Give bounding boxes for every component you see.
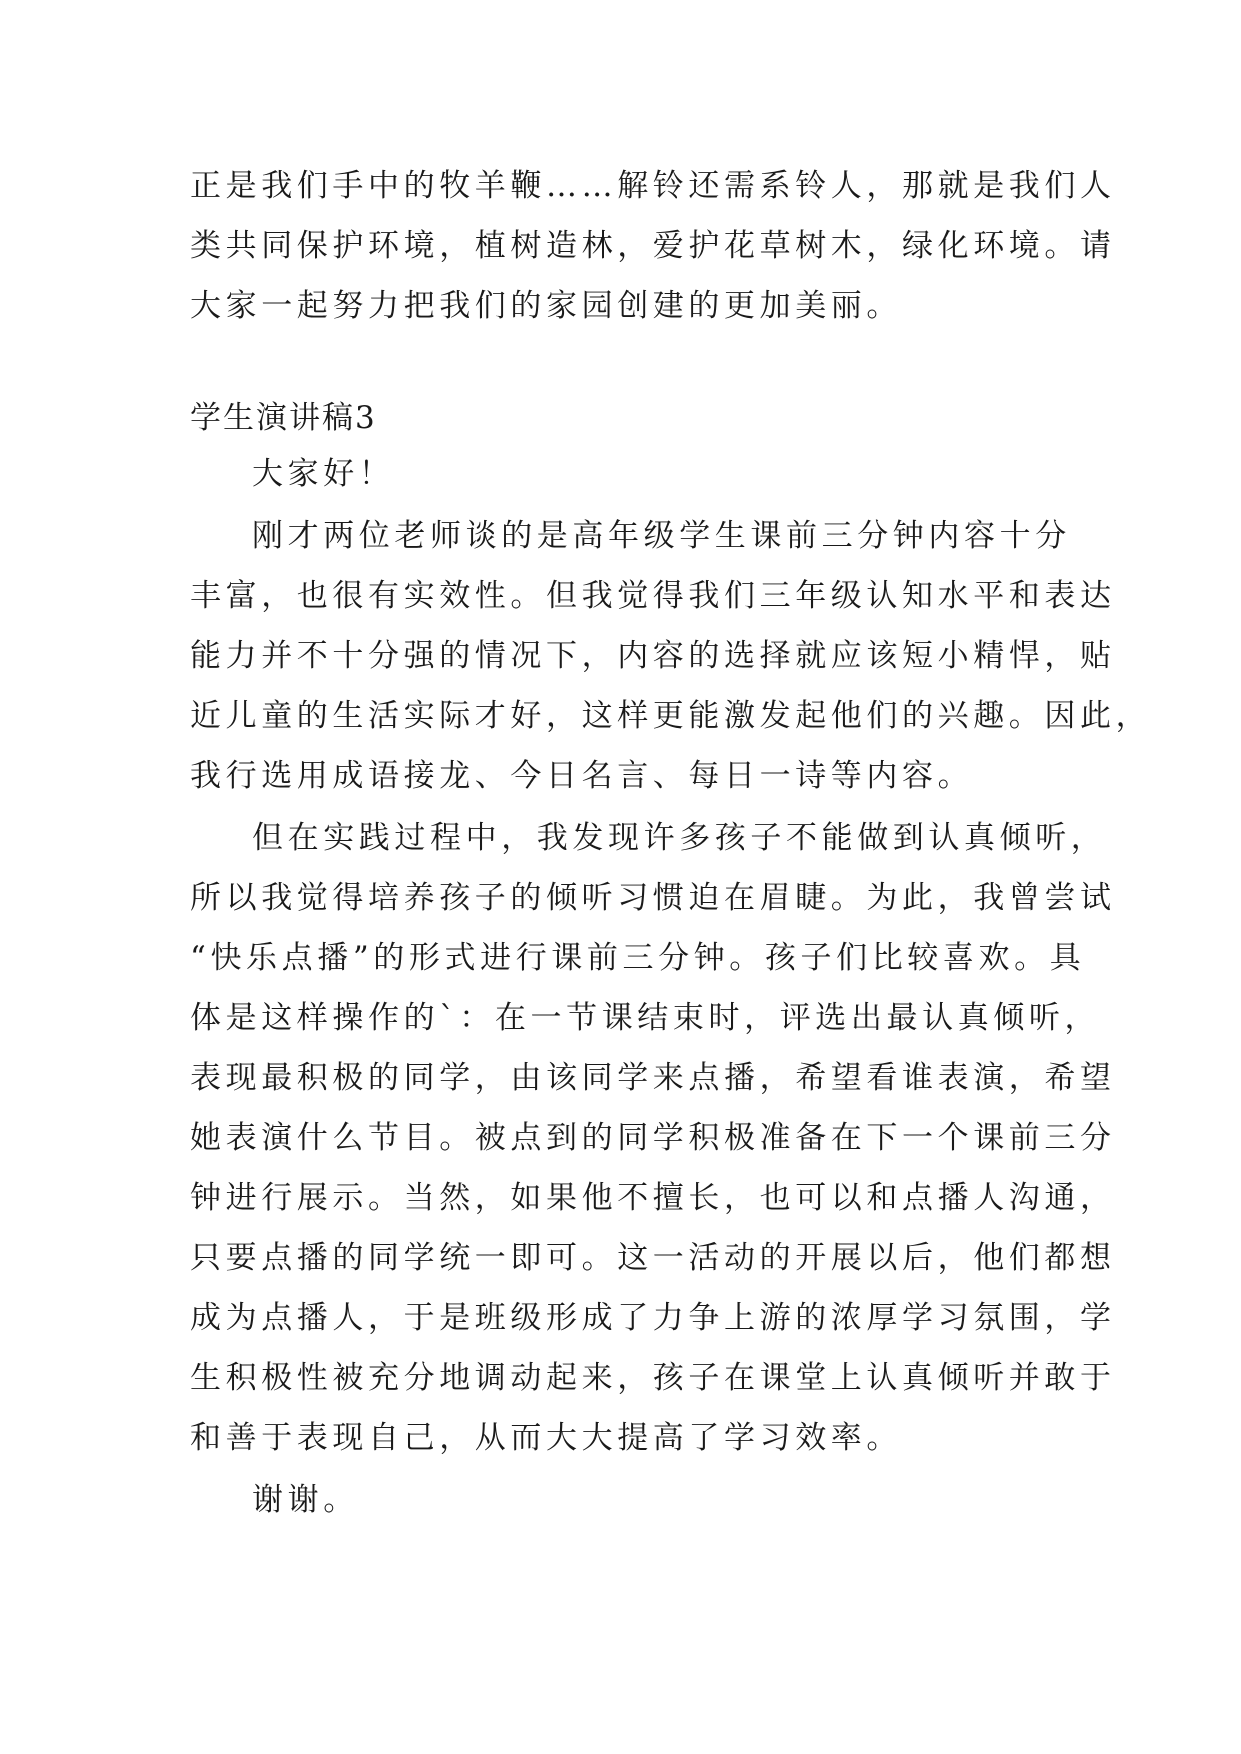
text-line: 正是我们手中的牧羊鞭……解铃还需系铃人，那就是我们人 xyxy=(190,168,1116,204)
text-line: 但在实践过程中，我发现许多孩子不能做到认真倾听， xyxy=(252,820,1107,856)
greeting: 大家好！ xyxy=(252,456,395,492)
text-line: 成为点播人，于是班级形成了力争上游的浓厚学习氛围，学 xyxy=(190,1300,1116,1336)
text-line: 能力并不十分强的情况下，内容的选择就应该短小精悍，贴 xyxy=(190,638,1116,674)
text-line: 体是这样操作的`：在一节课结束时，评选出最认真倾听， xyxy=(190,1000,1101,1036)
text-line: 她表演什么节目。被点到的同学积极准备在下一个课前三分 xyxy=(190,1120,1116,1156)
text-line: “快乐点播”的形式进行课前三分钟。孩子们比较喜欢。具 xyxy=(190,940,1086,976)
text-line: 生积极性被充分地调动起来，孩子在课堂上认真倾听并敢于 xyxy=(190,1360,1116,1396)
text-line: 只要点播的同学统一即可。这一活动的开展以后，他们都想 xyxy=(190,1240,1116,1276)
closing: 谢谢。 xyxy=(252,1482,359,1518)
text-line: 我行选用成语接龙、今日名言、每日一诗等内容。 xyxy=(190,758,974,794)
section-title: 学生演讲稿3 xyxy=(190,400,377,436)
text-line: 表现最积极的同学，由该同学来点播，希望看谁表演，希望 xyxy=(190,1060,1116,1096)
text-line: 近儿童的生活实际才好，这样更能激发起他们的兴趣。因此， xyxy=(190,698,1152,734)
text-line: 和善于表现自己，从而大大提高了学习效率。 xyxy=(190,1420,902,1456)
text-line: 所以我觉得培养孩子的倾听习惯迫在眉睫。为此，我曾尝试 xyxy=(190,880,1116,916)
text-line: 钟进行展示。当然，如果他不擅长，也可以和点播人沟通， xyxy=(190,1180,1116,1216)
text-line: 大家一起努力把我们的家园创建的更加美丽。 xyxy=(190,288,902,324)
text-line: 刚才两位老师谈的是高年级学生课前三分钟内容十分 xyxy=(252,518,1071,554)
text-line: 丰富，也很有实效性。但我觉得我们三年级认知水平和表达 xyxy=(190,578,1116,614)
text-line: 类共同保护环境，植树造林，爱护花草树木，绿化环境。请 xyxy=(190,228,1116,264)
